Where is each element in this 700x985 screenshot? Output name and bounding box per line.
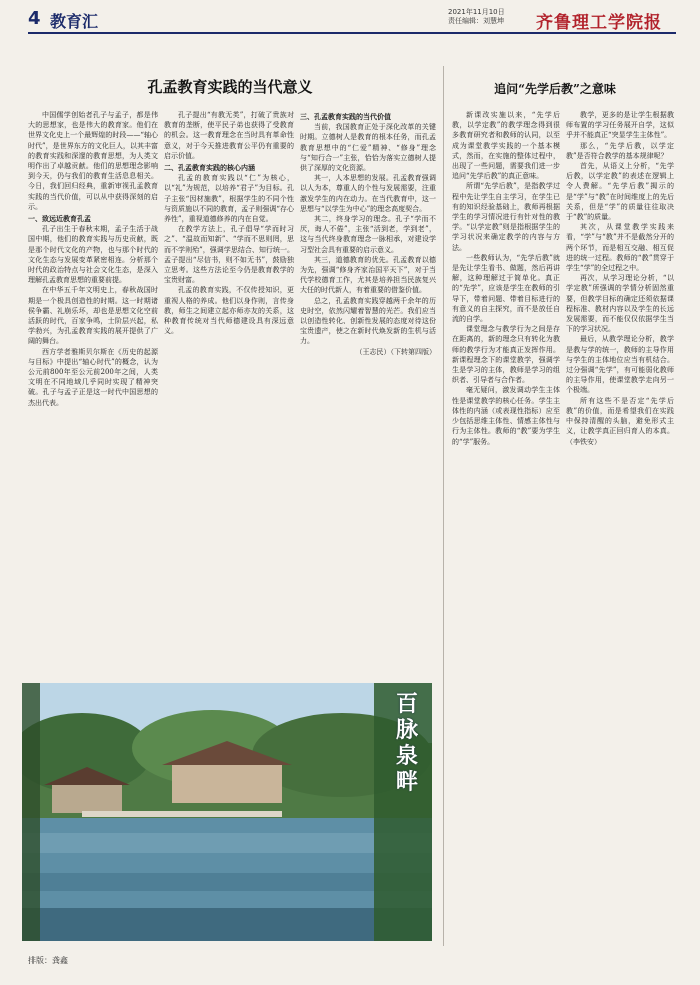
paragraph: 孔孟的教育实践，不仅传授知识，更重视人格的养成。他们以身作则，言传身教，师生之间建立起亦师亦友的关系，这种教育传统对当代师德建设具有深远意义。	[164, 286, 294, 336]
paragraph: 其二，终身学习的理念。孔子“学而不厌，诲人不倦”，主张“活到老，学到老”，这与当代终身教育理念一脉相承，对建设学习型社会具有重要的启示意义。	[300, 215, 436, 254]
left-article-column-3	[300, 110, 436, 676]
paragraph: 新课改实施以来，“先学后教，以学定教”的教学理念得到很多教育研究者和教师的认同，以至成为课堂教学实践的一个基本模式，然而，在实施的整体过程中，出现了一些问题，需要我们进一步追问“先学后教”的真正意味。	[452, 111, 560, 181]
section-title: 教育汇	[50, 12, 99, 31]
right-article-column-2	[566, 110, 674, 946]
paragraph: 课堂理念与教学行为之间是存在距离的，新的理念只有转化为教师的教学行为才能真正发挥作用。新课程理念下的课堂教学，强调学生是学习的主体，教师是学习的组织者、引导者与合作者。	[452, 325, 560, 385]
left-article-column-2	[164, 110, 294, 676]
layout-credit: 排版：龚鑫	[28, 956, 68, 965]
paragraph: 在教学方法上，孔子倡导“学而时习之”、“温故而知新”、“学而不思则罔，思而不学则殆”，强调学思结合、知行统一。孟子提出“尽信书，则不如无书”，鼓励独立思考。这些方法论至今仍是教育教学的宝贵财富。	[164, 225, 294, 285]
paragraph: 毫无疑问，激发调动学生主体性是课堂教学的核心任务。学生主体性的内涵（或表现性指标）应至少包括思维主体性、情感主体性与行为主体性。教师的“教”要为学生的“学”服务。	[452, 386, 560, 446]
section-heading: 一、致远近教育孔孟	[28, 215, 91, 224]
paragraph: 在中华五千年文明史上，春秋战国时期是一个极具创造性的时期。这一时期诸侯争霸、礼崩乐坏，却也是思想文化空前活跃的时代，百家争鸣，士阶层兴起，私学勃兴，为孔孟教育实践的展开提供了广阔的舞台。	[28, 286, 158, 346]
paragraph: 当前，我国教育正处于深化改革的关键时期。立德树人是教育的根本任务，而孔孟教育思想中的“仁爱”精神、“修身”理念与“知行合一”主张，恰恰为落实立德树人提供了深厚的文化资源。	[300, 123, 436, 173]
page-header	[28, 8, 676, 34]
photo-caption: 百脉泉畔	[396, 691, 419, 795]
issue-date: 2021年11月10日	[448, 8, 505, 16]
paragraph: 所有这些不是否定“先学后教”的价值，而是希望我们在实践中保持清醒的头脑，避免形式主义，让教学真正回归育人的本真。（李铁安）	[566, 396, 674, 446]
article-note: （王志民）（下转第四版）	[355, 347, 436, 356]
paragraph: 那么，“先学后教，以学定教”是否符合教学的基本规律呢？	[566, 141, 674, 160]
paragraph: 中国儒学创始者孔子与孟子，都是伟大的思想家，也是伟大的教育家。他们在世界文化史上一个最辉煌的时段——“轴心时代”，是世界东方的文化巨人，以其丰富的教育实践和深邃的教育思想，为人类文明作出了卓越贡献。他们的思想理念影响到今天，仍与我们的教育生活息息相关。今日，我们回归经典，重新审视孔孟教育实践的当代价值，可以从中获得深刻的启示。	[28, 111, 158, 211]
paragraph: 其次，从课堂教学实践来看，“学”与“教”并不是截然分开的两个环节，而是相互交融、相互促进的统一过程。教师的“教”贯穿于学生“学”的全过程之中。	[566, 223, 674, 273]
campus-photo	[22, 683, 432, 941]
paragraph: 一些教师认为，“先学后教”就是先让学生看书、做题，然后再讲解，这种理解过于简单化。真正的“先学”，应该是学生在教师的引导下，带着问题、带着目标进行的有意义的自主探究，而不是放任自流的自学。	[452, 253, 560, 324]
paragraph: 总之，孔孟教育实践穿越两千余年的历史时空，依然闪耀着智慧的光芒。我们应当以创造性转化、创新性发展的态度对待这份宝贵遗产，使之在新时代焕发新的生机与活力。	[300, 296, 436, 346]
section-heading: 二、孔孟教育实践的核心内涵	[164, 164, 255, 173]
paragraph: 再次，从学习理论分析，“以学定教”所强调的学情分析固然重要，但教学目标的确定还须依据课程标准、教材内容以及学生的长远发展需要，而不能仅仅依据学生当下的学习状况。	[566, 274, 674, 334]
paragraph: 孔子出生于春秋末期，孟子生活于战国中期，他们的教育实践与历史贡献，既是那个时代文化的产物，也与那个时代的文化生态与发展变革紧密相连。分析那个时代的政治特点与社会文化生态，是深入理解孔孟教育思想的重要前提。	[28, 225, 158, 285]
paragraph: 首先，从语义上分析，“先学后教，以学定教”的表述在逻辑上令人费解。“先学后教”揭示的是“学”与“教”在时间维度上的先后关系，但是“学”的质量往往取决于“教”的质量。	[566, 162, 674, 222]
paragraph: 教学，更多的是让学生根据教师布置的学习任务展开自学，这似乎并不能真正“突显学生主体性”。	[566, 111, 674, 140]
newspaper-brand: 齐鲁理工学院报	[536, 13, 662, 33]
right-article-column-1	[452, 110, 560, 946]
paragraph: 最后，从教学理论分析，教学是教与学的统一，教师的主导作用与学生的主体地位应当有机结合。过分强调“先学”，有可能弱化教师的主导作用，使课堂教学走向另一个极端。	[566, 335, 674, 395]
right-article-title: 追问“先学后教”之意味	[494, 82, 616, 96]
paragraph: 其三，道德教育的优先。孔孟教育以德为先，强调“修身齐家治国平天下”，对于当代学校德育工作，尤其是培养担当民族复兴大任的时代新人，有着重要的借鉴价值。	[300, 255, 436, 295]
left-article-title: 孔孟教育实践的当代意义	[147, 78, 313, 96]
issue-meta	[448, 8, 505, 26]
paragraph: 孔孟的教育实践以“仁”为核心，以“礼”为规范，以培养“君子”为目标。孔子主张“因材施教”，根据学生的不同个性与资质施以不同的教育，孟子则强调“存心养性”，重视道德修养的内在自觉。	[164, 174, 294, 224]
paragraph: 所谓“先学后教”，是指教学过程中先让学生自主学习，在学生已有的知识经验基础上，教师再根据学生的学习情况进行有针对性的教学。“以学定教”则是指根据学生的学习状况来确定教学的内容与方法。	[452, 182, 560, 252]
editor-credit: 责任编辑：刘慧坤	[448, 17, 504, 25]
paragraph: 西方学者雅斯贝尔斯在《历史的起源与目标》中提出“轴心时代”的概念，认为公元前800年至公元前200年之间，人类文明在不同地域几乎同时实现了精神突破。孔子与孟子正是这一时代中国思想的杰出代表。	[28, 347, 158, 407]
section-heading: 三、孔孟教育实践的当代价值	[300, 113, 391, 121]
left-article-column-1	[28, 110, 158, 676]
paragraph: 孔子提出“有教无类”，打破了贵族对教育的垄断，使平民子弟也获得了受教育的机会。这一教育理念在当时具有革命性意义，对于今天推进教育公平仍有重要的启示价值。	[164, 111, 294, 160]
paragraph: 其一，人本思想的发展。孔孟教育强调以人为本，尊重人的个性与发展需要，注重激发学生的内在动力。在当代教育中，这一思想与“以学生为中心”的理念高度契合。	[300, 174, 436, 213]
page-number: 4	[28, 8, 41, 29]
campus-photo-image	[22, 683, 432, 941]
column-divider	[443, 66, 444, 946]
